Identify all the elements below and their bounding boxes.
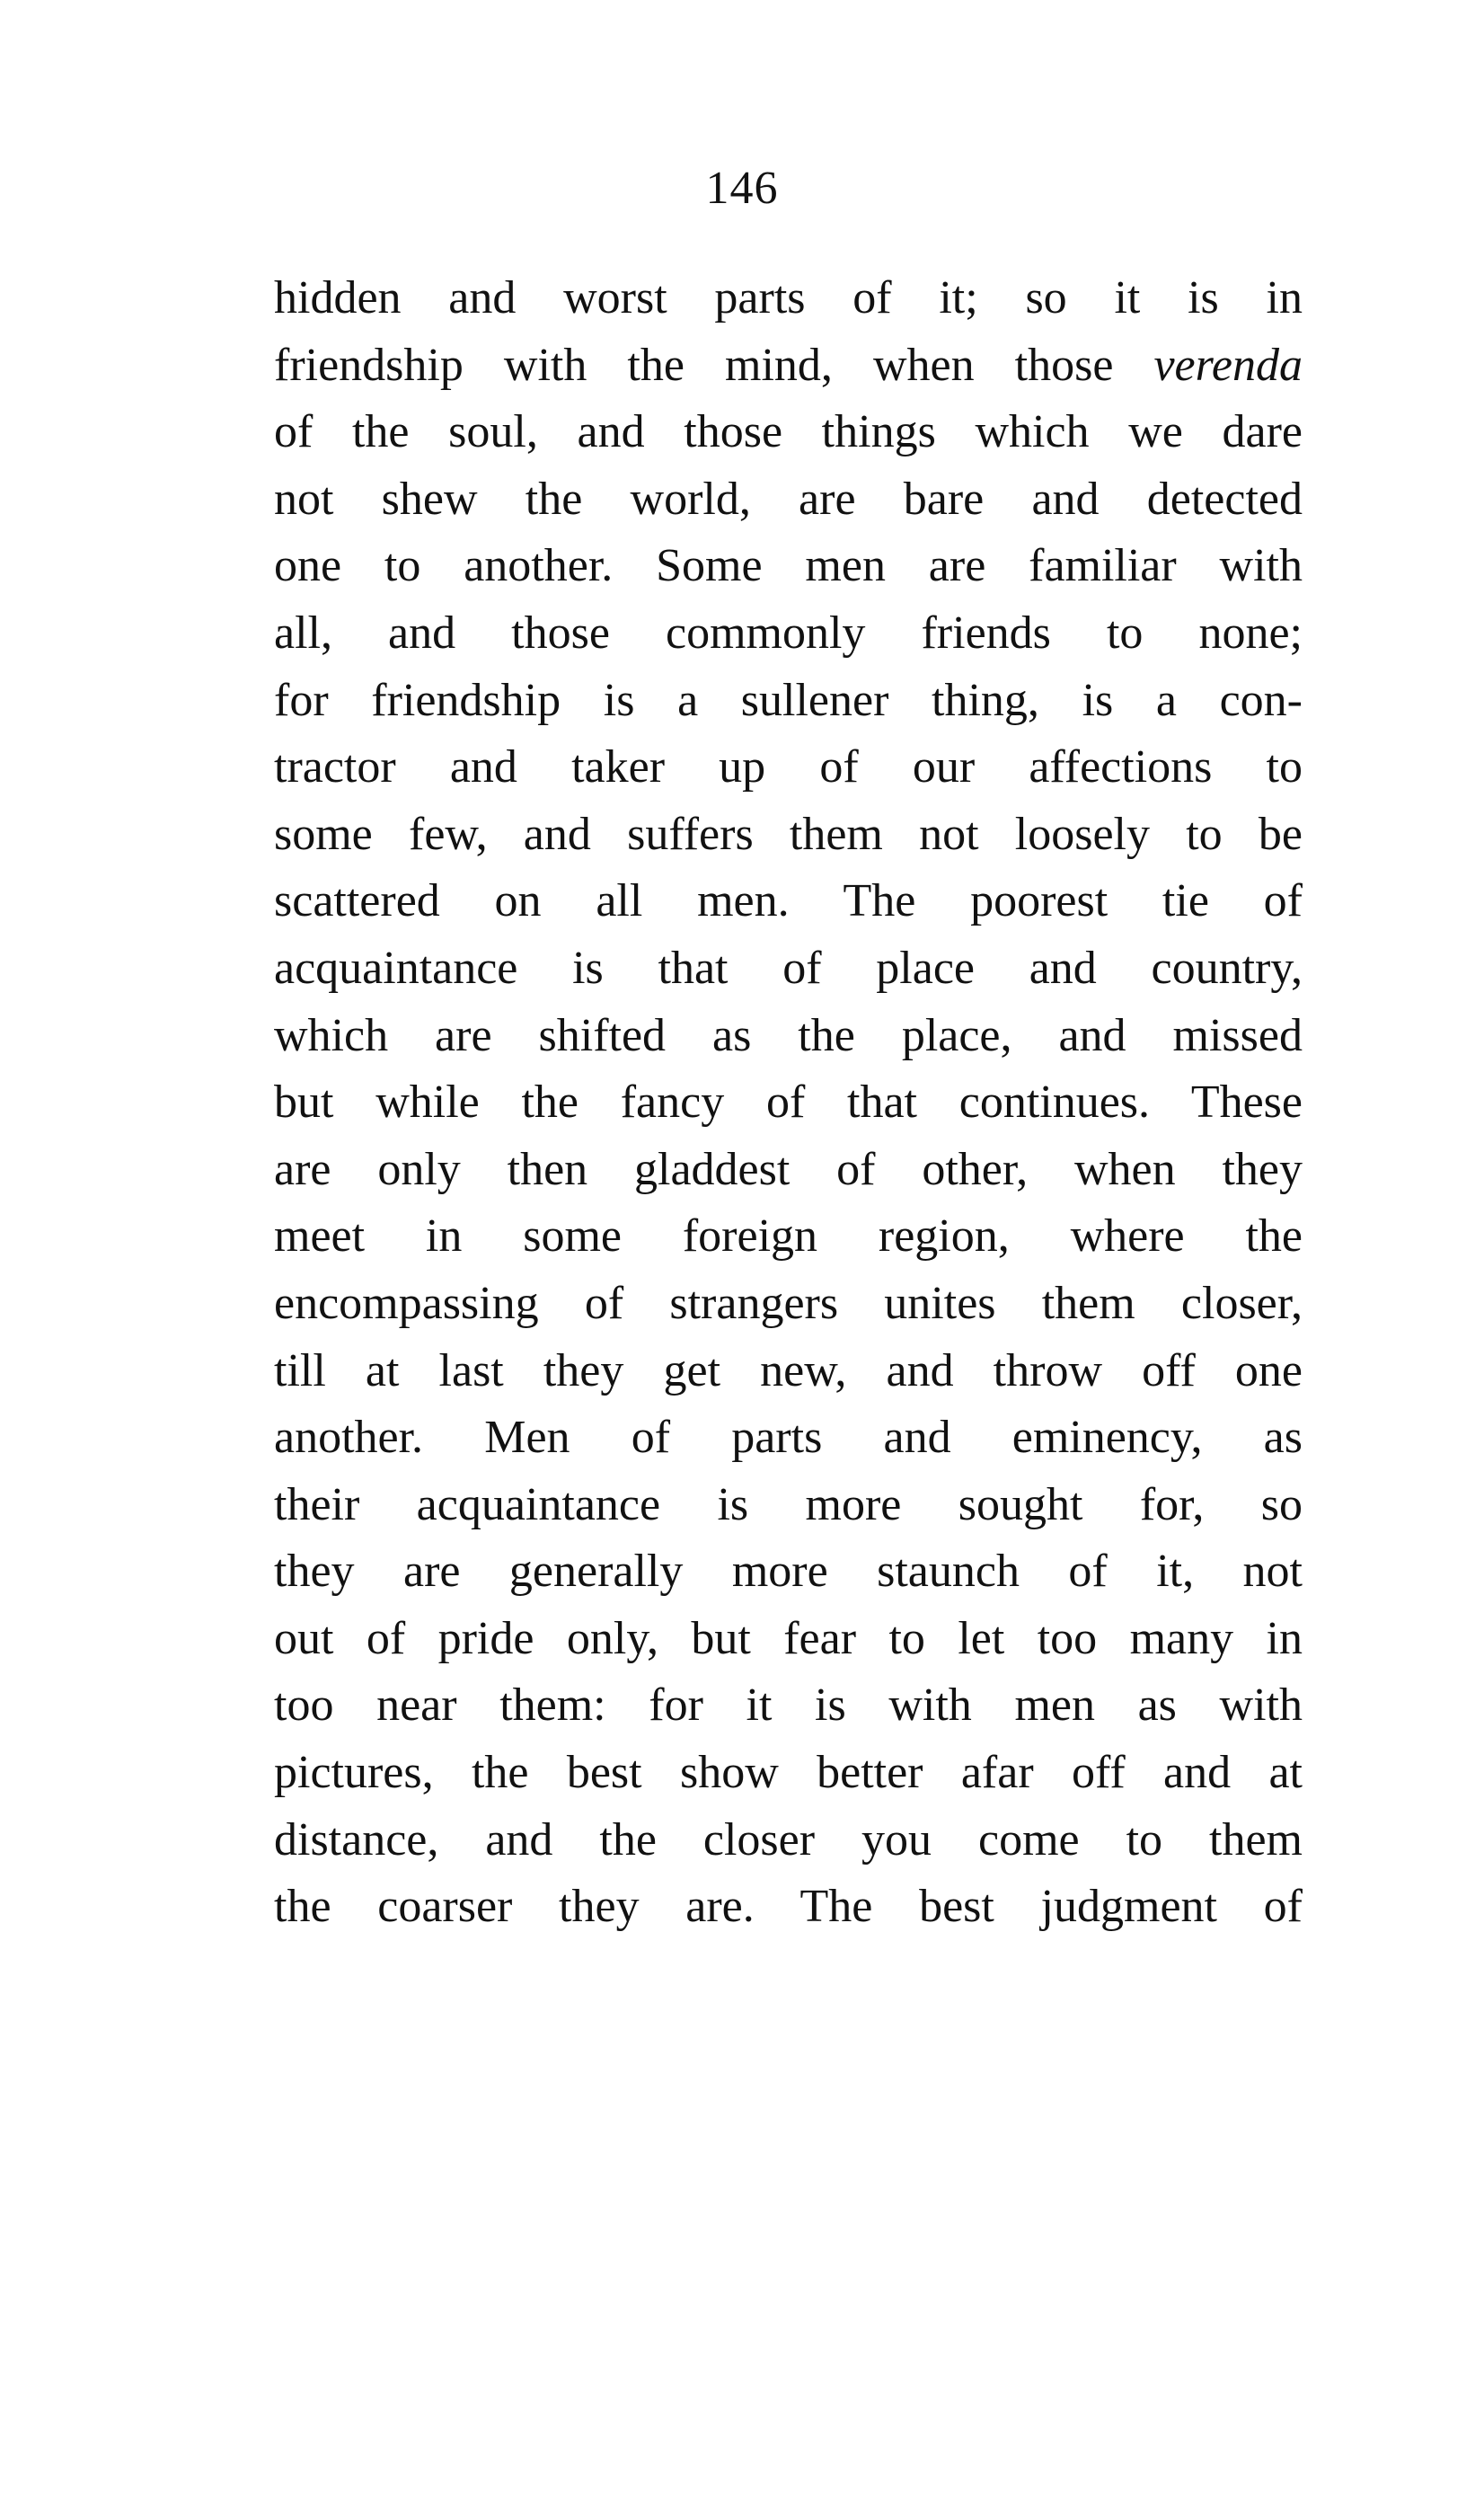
text-line — [274, 802, 1303, 869]
text-line-content: of the soul, and those things which we dare — [274, 406, 1303, 458]
text-line — [274, 1472, 1303, 1539]
text-line — [274, 1338, 1303, 1405]
text-line-content: not shew the world, are bare and detected — [274, 473, 1303, 525]
text-line-content: which are shifted as the place, and missed — [274, 1009, 1303, 1061]
text-line-content: acquaintance is that of place and country, — [274, 942, 1303, 994]
text-line — [274, 1740, 1303, 1807]
text-line-content: some few, and suffers them not loosely to be — [274, 808, 1303, 860]
text-line — [274, 1405, 1303, 1472]
text-line — [274, 935, 1303, 1003]
page-number: 146 — [705, 163, 779, 214]
text-line-content: their acquaintance is more sought for, so — [274, 1478, 1303, 1530]
text-line — [274, 1807, 1303, 1874]
text-line-content: meet in some foreign region, where the — [274, 1210, 1303, 1263]
text-line — [274, 399, 1303, 466]
text-line-content: distance, and the closer you come to them — [274, 1813, 1303, 1865]
text-line-content: scattered on all men. The poorest tie of — [274, 875, 1303, 927]
text-line-content: but while the fancy of that continues. These — [274, 1077, 1303, 1129]
text-line-content: for friendship is a sullener thing, is a con- — [274, 674, 1303, 726]
text-line-content: all, and those commonly friends to none; — [274, 607, 1303, 659]
text-line-content: one to another. Some men are familiar with — [274, 540, 1303, 592]
text-line — [274, 1874, 1303, 1941]
text-line-content: the coarser they are. The best judgment of — [274, 1881, 1303, 1933]
text-line — [274, 1606, 1303, 1673]
text-line — [274, 1203, 1303, 1271]
text-line — [274, 533, 1303, 600]
text-line-content: encompassing of strangers unites them closer, — [274, 1277, 1303, 1329]
text-line-content: another. Men of parts and eminency, as — [274, 1412, 1303, 1464]
text-line — [274, 1137, 1303, 1204]
text-line-content: till at last they get new, and throw off one — [274, 1344, 1303, 1396]
text-line — [274, 734, 1303, 802]
text-line-content: tractor and taker up of our affections to — [274, 741, 1303, 793]
text-line — [274, 1271, 1303, 1338]
text-line — [274, 265, 1303, 332]
text-line — [274, 1538, 1303, 1606]
text-line — [274, 332, 1303, 400]
text-line — [274, 668, 1303, 735]
text-line-content: pictures, the best show better afar off and at — [274, 1747, 1303, 1799]
text-line-content: are only then gladdest of other, when they — [274, 1143, 1303, 1195]
text-line — [274, 466, 1303, 534]
text-line — [274, 1069, 1303, 1137]
text-line-content: too near them: for it is with men as with — [274, 1679, 1303, 1732]
body-text — [274, 265, 1303, 1941]
italic-term: verenda — [1153, 339, 1303, 391]
text-line-content: out of pride only, but fear to let too many in — [274, 1612, 1303, 1664]
text-line — [274, 868, 1303, 935]
text-line-content: friendship with the mind, when those — [274, 339, 1154, 391]
text-line — [274, 1003, 1303, 1070]
text-line-content: hidden and worst parts of it; so it is in — [274, 272, 1303, 323]
text-line — [274, 1672, 1303, 1740]
text-line — [274, 600, 1303, 668]
text-line-content: they are generally more staunch of it, not — [274, 1546, 1303, 1598]
